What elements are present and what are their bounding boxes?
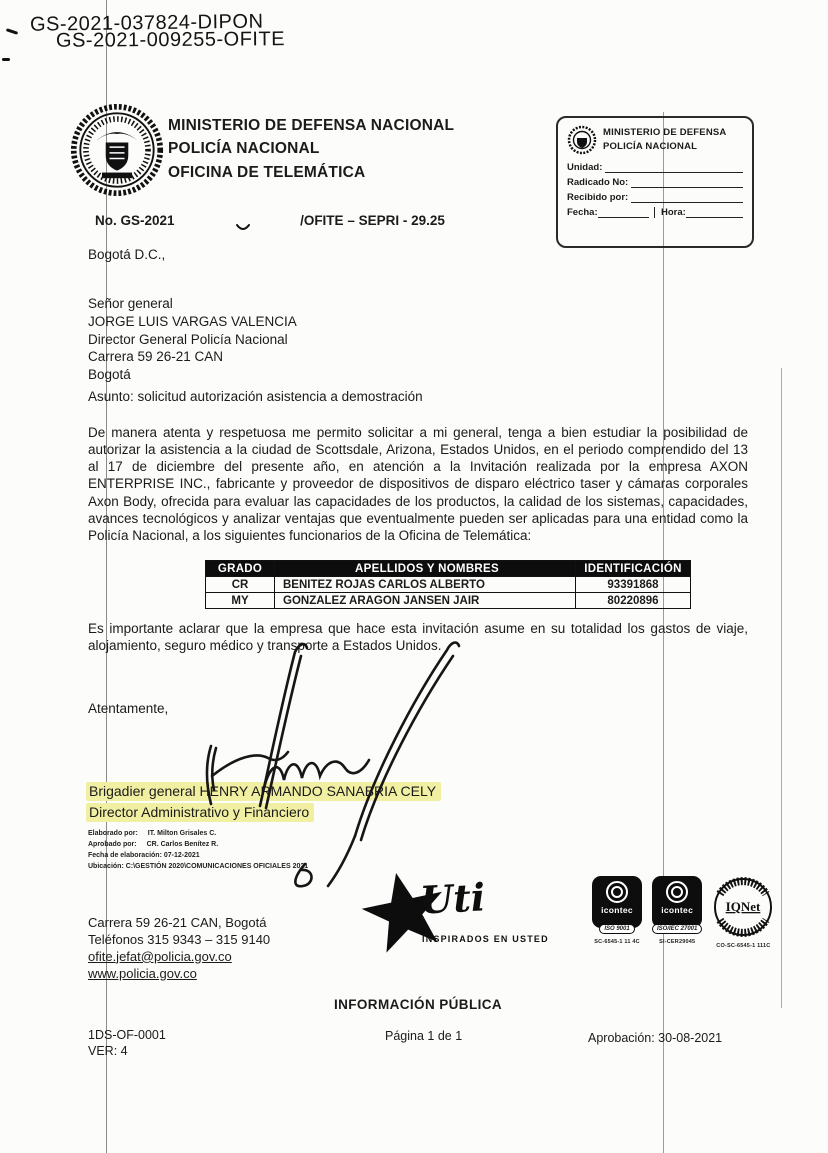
received-stamp-box (556, 116, 754, 248)
cell-identificacion: 80220896 (576, 593, 691, 609)
table-header-nombres: APELLIDOS Y NOMBRES (275, 561, 576, 577)
reference-ofite: GS-2021-009255-OFITE (55, 28, 286, 52)
reference-code: /OFITE – SEPRI - 29.25 (300, 213, 445, 228)
cell-identificacion: 93391868 (576, 577, 691, 593)
stamp-ministry: MINISTERIO DE DEFENSA (603, 127, 727, 139)
stamp-blank-fecha (598, 208, 649, 218)
letterhead (168, 114, 454, 184)
body-paragraph-2: Es importante aclarar que la empresa que hace esta invitación asume en su totalidad los gastos de viaje, alojamiento, seguro médico y transporte a Estados Unidos. (88, 621, 748, 654)
reference-dipon: GS-2021-037824-DIPON (29, 10, 264, 36)
handwritten-tick-mark (236, 222, 250, 232)
footer-address-block (88, 915, 270, 983)
reference-number: No. GS-2021 (95, 213, 175, 228)
stamp-crest-icon (567, 125, 597, 155)
elaborado-label: Elaborado por: (88, 830, 138, 837)
footer-website: www.policia.gov.co (88, 965, 197, 981)
cert-code: SI-CER29045 (659, 939, 696, 945)
campaign-word: Uti (418, 874, 487, 923)
footer-phones: Teléfonos 315 9343 – 315 9140 (88, 931, 271, 947)
scan-fold-line-far-right (781, 368, 782, 1008)
signer-name-highlight: Brigadier general HENRY ARMANDO SANABRIA CELY (86, 782, 441, 801)
prepared-by-block (88, 829, 308, 872)
campaign-tagline: INSPIRADOS EN USTED (422, 934, 549, 944)
letterhead-ministry: MINISTERIO DE DEFENSA NACIONAL (168, 117, 455, 134)
cell-grado: CR (206, 577, 275, 593)
stamp-blank-recibido (631, 193, 743, 203)
iqnet-seal-icon (712, 876, 774, 938)
icontec-rings-icon (606, 881, 628, 903)
signer-title-highlight: Director Administrativo y Financiero (86, 803, 314, 822)
cert-code: CO-SC-6545-1 111C (716, 943, 771, 949)
icontec-name: icontec (661, 905, 694, 915)
fecha-elaboracion: Fecha de elaboración: 07-12-2021 (88, 851, 200, 859)
subject-line: Asunto: solicitud autorización asistencia a demostración (88, 389, 423, 404)
margin-mark (2, 58, 10, 61)
stamp-fields (567, 162, 743, 218)
icontec-iso27001-badge (652, 876, 702, 945)
aprobado-value: CR. Carlos Benítez R. (146, 840, 219, 848)
stamp-field-fecha: Fecha: (567, 207, 598, 218)
letterhead-office: OFICINA DE TELEMÁTICA (168, 163, 366, 181)
recipient-title: Director General Policía Nacional (88, 331, 288, 347)
stamp-field-recibido: Recibido por: (567, 192, 629, 203)
signer-name-line (86, 782, 441, 801)
icontec-name: icontec (601, 905, 633, 915)
icontec-rings-icon (666, 881, 688, 903)
footer-address: Carrera 59 26-21 CAN, Bogotá (88, 915, 267, 930)
footer-email: ofite.jefat@policia.gov.co (88, 948, 232, 964)
document-code-block (88, 1027, 166, 1060)
cell-nombres: BENITEZ ROJAS CARLOS ALBERTO (275, 577, 576, 593)
reference-line (95, 213, 445, 228)
recipient-name: JORGE LUIS VARGAS VALENCIA (88, 313, 297, 329)
table-header-grado: GRADO (206, 561, 275, 577)
stamp-blank-unidad (605, 163, 743, 173)
stamp-blank-hora (686, 208, 743, 218)
table-row (206, 577, 691, 593)
classification-label: INFORMACIÓN PÚBLICA (333, 997, 503, 1012)
iso27001-label: ISO/IEC 27001 (652, 924, 702, 934)
document-code: 1DS-OF-0001 (88, 1028, 166, 1042)
aprobado-label: Aprobado por: (88, 840, 137, 848)
elaborado-value: IT. Milton Grisales C. (147, 830, 217, 837)
recipient-address: Carrera 59 26-21 CAN (88, 349, 224, 365)
stamp-field-unidad: Unidad: (567, 162, 603, 173)
signer-title-line (86, 803, 314, 822)
certification-logos (592, 876, 774, 949)
stamp-police: POLICÍA NACIONAL (603, 141, 698, 152)
svg-text:IQNet: IQNet (726, 899, 761, 914)
document-reference-numbers (30, 12, 285, 52)
table-row (206, 593, 691, 609)
body-paragraph-1: De manera atenta y respetuosa me permito solicitar a mi general, tenga a bien estudiar la posibilidad de autorizar la asistencia a la ciudad de Scottsdale, Arizona, Estados Unidos, en el periodo comprendido del 13 al 17 de diciembre del presente año, en atención a la Invitación realizada por la empresa AXON ENTERPRISE INC., fabricante y proveedor de dispositivos de disparo eléctrico taser y cámaras corporales Axon Body, ofrecida para evaluar las capacidades de los productos, la calidad de los sistemas, capacidades, avances tecnológicos y analizar ventajas que eventualmente pueden ser aplicadas para una entidad como la Policía Nacional, a los siguientes funcionarios de la Oficina de Telemática: (88, 425, 748, 543)
letterhead-police: POLICÍA NACIONAL (168, 140, 320, 158)
page-number: Página 1 de 1 (385, 1029, 463, 1043)
recipient-city: Bogotá (88, 367, 131, 383)
margin-mark (6, 28, 18, 35)
iso9001-label: ISO 9001 (599, 924, 634, 934)
city-date-line: Bogotá D.C., (88, 247, 166, 262)
stamp-title (603, 126, 727, 154)
icontec-iso9001-badge (592, 876, 642, 945)
officials-table (205, 560, 691, 609)
closing-line: Atentamente, (88, 701, 169, 716)
police-crest-icon (70, 103, 164, 197)
cell-nombres: GONZALEZ ARAGON JANSEN JAIR (275, 593, 576, 609)
approval-date: Aprobación: 30-08-2021 (588, 1031, 723, 1045)
recipient-block (88, 295, 297, 384)
cell-grado: MY (206, 593, 275, 609)
document-version: VER: 4 (88, 1044, 128, 1059)
ubicacion-archivo: Ubicación: C:\GESTIÓN 2020\COMUNICACIONES OFICIALES 2021 (88, 862, 309, 870)
campaign-logo (362, 870, 552, 965)
recipient-salutation: Señor general (88, 296, 173, 311)
cert-code: SC-6545-1 11 4C (594, 939, 640, 945)
stamp-field-hora: Hora: (661, 207, 686, 218)
stamp-field-radicado: Radicado No: (567, 177, 629, 188)
table-header-identificacion: IDENTIFICACIÓN (576, 561, 691, 577)
iqnet-badge (712, 876, 774, 949)
stamp-blank-radicado (631, 178, 743, 188)
